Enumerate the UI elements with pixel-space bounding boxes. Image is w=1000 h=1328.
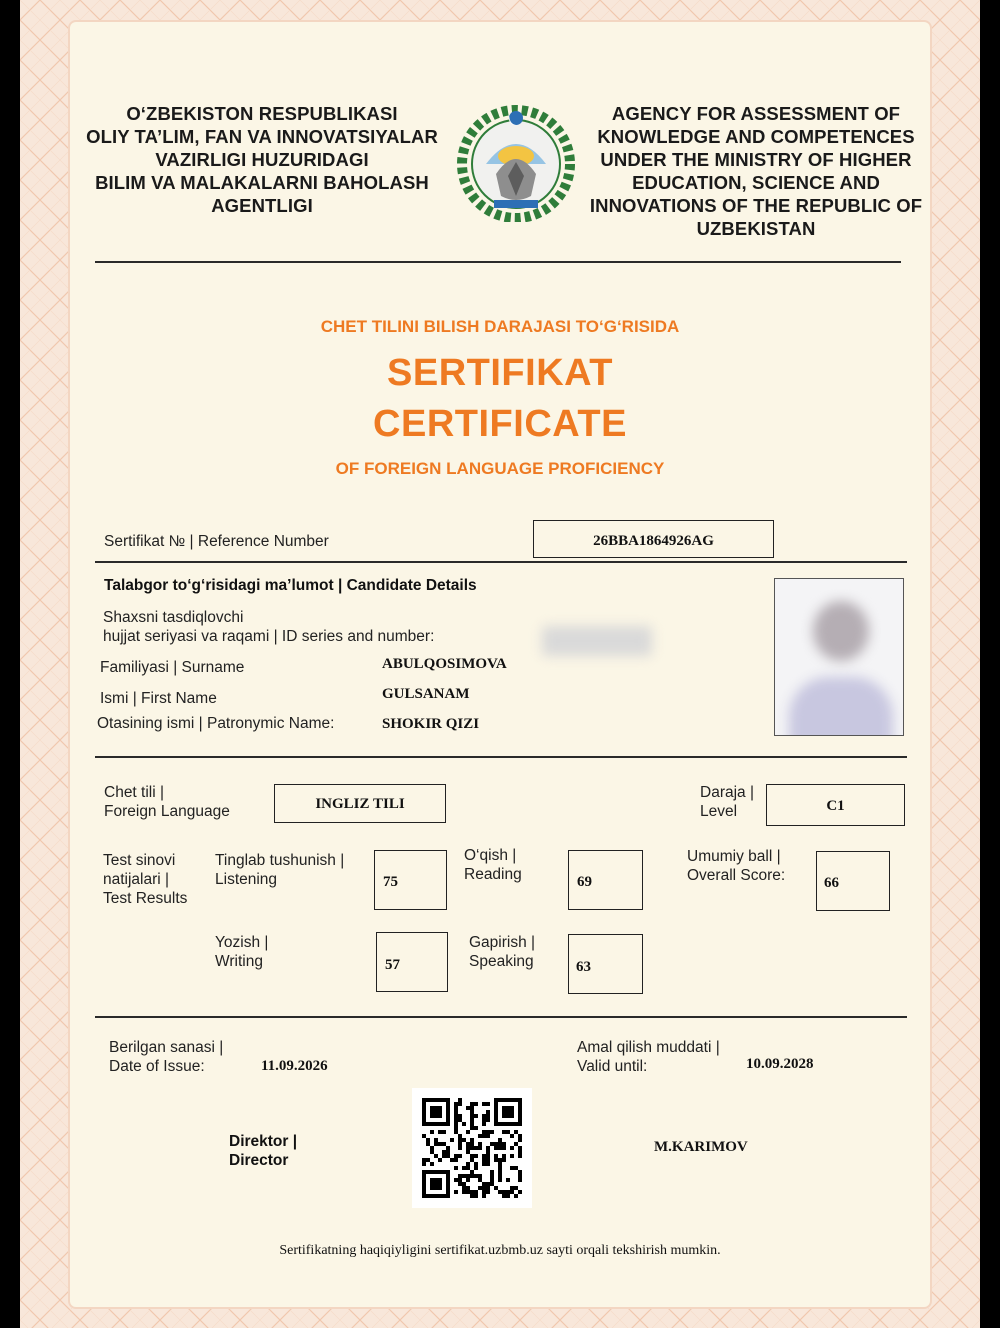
header-left-line: O‘ZBEKISTON RESPUBLIKASI (126, 103, 398, 124)
speaking-score-box (568, 934, 643, 994)
title-subtitle-bottom: OF FOREIGN LANGUAGE PROFICIENCY (335, 459, 665, 478)
photo-body-blur (789, 677, 893, 736)
candidate-divider (95, 756, 907, 758)
language-label-line: Foreign Language (104, 803, 230, 820)
header-left-line: OLIY TA’LIM, FAN VA INNOVATSIYALAR (86, 126, 438, 147)
writing-label-line: Writing (215, 953, 263, 970)
results-label-line: natijalari | (103, 871, 170, 888)
certificate-sheet (20, 0, 980, 1328)
valid-until-label (577, 1038, 720, 1076)
language-label (104, 783, 230, 821)
issue-date-label-line: Date of Issue: (109, 1058, 205, 1075)
issue-date-label (109, 1038, 223, 1076)
issue-date-value: 11.09.2026 (261, 1058, 328, 1074)
header-right-line: UZBEKISTAN (696, 218, 816, 239)
writing-score-box (376, 932, 448, 992)
overall-label (687, 847, 785, 885)
issue-date-label-line: Berilgan sanasi | (109, 1039, 224, 1056)
reference-divider (95, 561, 907, 563)
writing-score: 57 (385, 957, 400, 973)
overall-label-line: Umumiy ball | (687, 848, 781, 865)
reading-label-line: Reading (464, 866, 522, 883)
header-left-line: VAZIRLIGI HUZURIDAGI (155, 149, 369, 170)
title-subtitle-top: CHET TILINI BILISH DARAJASI TO‘G‘RISIDA (320, 317, 680, 336)
level-box (766, 784, 905, 826)
header-divider (95, 261, 901, 263)
reading-label-line: O‘qish | (464, 847, 517, 864)
level-label-line: Daraja | (700, 784, 754, 801)
title-sertifikat: SERTIFIKAT (387, 352, 613, 394)
id-label (103, 608, 434, 646)
speaking-label (469, 933, 535, 971)
candidate-section-label: Talabgor to‘g‘risidagi ma’lumot | Candidate Details (104, 577, 477, 594)
reference-box (533, 520, 774, 558)
director-label-line: Director (229, 1152, 289, 1169)
valid-until-label-line: Valid until: (577, 1058, 648, 1075)
footer-note: Sertifikatning haqiqiyligini sertifikat.uzbmb.uz sayti orqali tekshirish mumkin. (279, 1243, 721, 1258)
results-label-line: Test Results (103, 890, 188, 907)
level-value: C1 (826, 798, 845, 814)
speaking-score: 63 (576, 959, 591, 975)
title-certificate: CERTIFICATE (373, 403, 627, 445)
director-name: M.KARIMOV (654, 1139, 748, 1155)
id-number-redacted (542, 626, 652, 656)
results-label-line: Test sinovi (103, 852, 176, 869)
writing-label-line: Yozish | (215, 934, 269, 951)
qr-code-icon[interactable] (412, 1088, 532, 1208)
speaking-label-line: Speaking (469, 953, 534, 970)
overall-score: 66 (824, 875, 839, 891)
valid-until-value: 10.09.2028 (746, 1056, 814, 1072)
results-divider (95, 1016, 907, 1018)
first-name-value: GULSANAM (382, 686, 470, 702)
state-emblem-icon (456, 104, 576, 222)
header-right-line: UNDER THE MINISTRY OF HIGHER (600, 149, 912, 170)
listening-label (215, 851, 344, 889)
surname-value: ABULQOSIMOVA (382, 656, 507, 672)
header-right-line: EDUCATION, SCIENCE AND (632, 172, 880, 193)
header-right-line: KNOWLEDGE AND COMPETENCES (597, 126, 915, 147)
reading-label (464, 846, 522, 884)
listening-score: 75 (383, 874, 398, 890)
listening-label-line: Listening (215, 871, 278, 888)
photo-face-blur (813, 601, 869, 661)
header-right-line: AGENCY FOR ASSESSMENT OF (611, 103, 901, 124)
header-left-line: BILIM VA MALAKALARNI BAHOLASH (95, 172, 429, 193)
valid-until-label-line: Amal qilish muddati | (577, 1039, 720, 1056)
patronymic-value: SHOKIR QIZI (382, 716, 480, 732)
header-left-uz (72, 102, 452, 217)
director-label-line: Direktor | (229, 1133, 298, 1150)
surname-label: Familiyasi | Surname (100, 659, 245, 676)
language-box (274, 784, 446, 823)
overall-label-line: Overall Score: (687, 867, 786, 884)
patronymic-label: Otasining ismi | Patronymic Name: (97, 715, 335, 732)
candidate-photo (774, 578, 904, 736)
language-label-line: Chet tili | (104, 784, 165, 801)
header-left-line: AGENTLIGI (211, 195, 313, 216)
header-right-en (576, 102, 936, 240)
reference-number: 26BBA1864926AG (593, 533, 714, 549)
results-label (103, 851, 187, 908)
level-label-line: Level (700, 803, 738, 820)
speaking-label-line: Gapirish | (469, 934, 536, 951)
language-value: INGLIZ TILI (315, 796, 405, 812)
writing-label (215, 933, 268, 971)
qr-code-graphic (412, 1088, 532, 1208)
id-label-line: hujjat seriyasi va raqami | ID series and number: (103, 628, 435, 645)
listening-score-box (374, 850, 447, 910)
header-right-line: INNOVATIONS OF THE REPUBLIC OF (589, 195, 923, 216)
reading-score-box (568, 850, 643, 910)
first-name-label: Ismi | First Name (100, 690, 217, 707)
listening-label-line: Tinglab tushunish | (215, 852, 345, 869)
overall-score-box (816, 851, 890, 911)
id-label-line: Shaxsni tasdiqlovchi (103, 609, 244, 626)
level-label (700, 783, 754, 821)
reference-label: Sertifikat № | Reference Number (104, 533, 329, 550)
director-label (229, 1132, 297, 1170)
reading-score: 69 (577, 874, 592, 890)
